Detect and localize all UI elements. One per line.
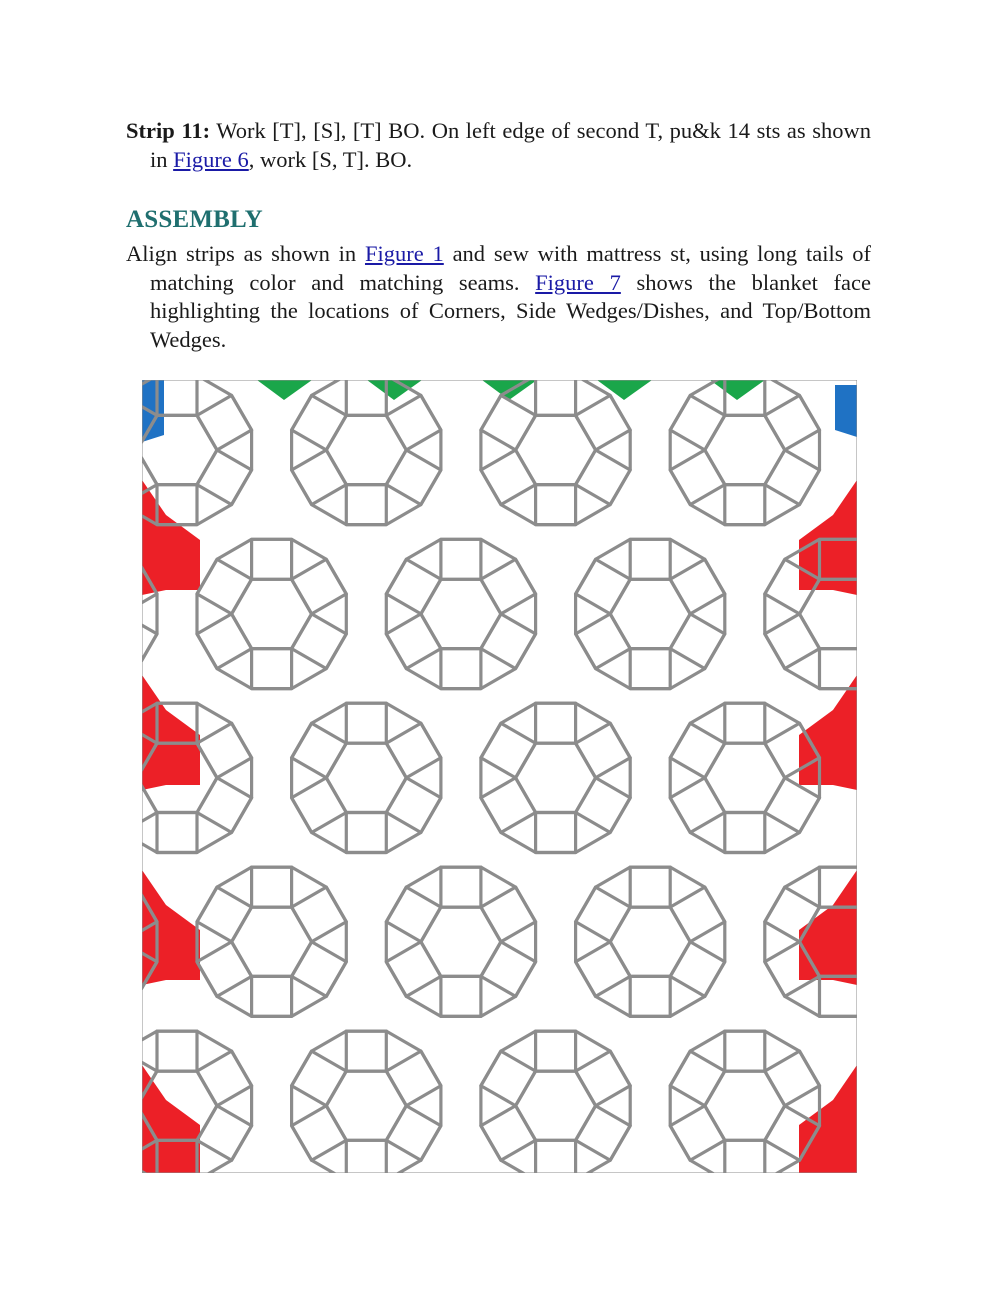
corner-top-right — [835, 385, 857, 437]
strip-11-text-b: , work [S, T]. BO. — [248, 146, 413, 172]
assembly-heading: ASSEMBLY — [126, 206, 263, 233]
assembly-text-b: and sew with mattress st, using long tails of matching color and matching seams. — [150, 241, 872, 295]
strip-11-label: Strip 11: — [126, 118, 211, 143]
blanket-face-figure — [142, 380, 857, 1173]
blanket-tiling-diagram — [142, 380, 857, 1173]
assembly-text-a: Align strips as shown in — [126, 241, 365, 266]
figure-6-link[interactable]: Figure 6 — [173, 146, 249, 172]
strip-11-paragraph — [126, 117, 871, 174]
assembly-text-c: shows the blanket face highlighting the locations of Corners, Side Wedges/Dishes, and Top/Bottom Wedges. — [150, 269, 871, 352]
figure-7-link[interactable]: Figure 7 — [535, 269, 621, 295]
figure-1-link[interactable]: Figure 1 — [364, 241, 444, 266]
assembly-paragraph — [126, 240, 871, 354]
strip-11-text-a: Work [T], [S], [T] BO. On left edge of second T, pu&k 14 sts as shown in — [150, 118, 871, 172]
